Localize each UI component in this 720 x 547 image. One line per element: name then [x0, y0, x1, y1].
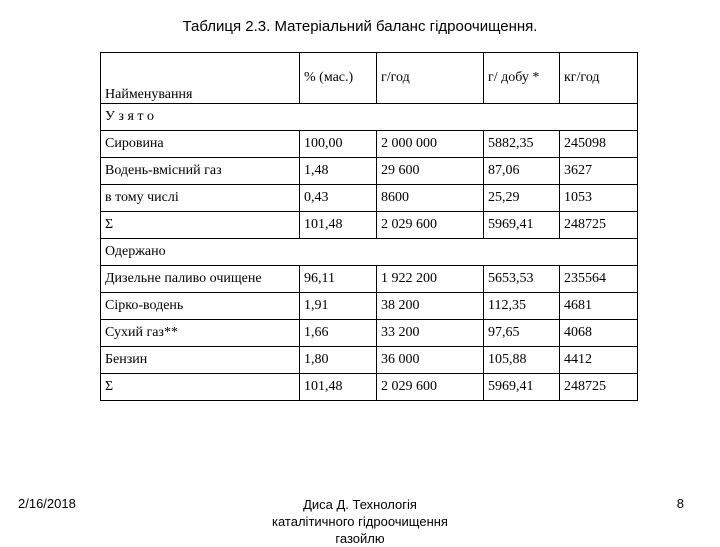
table-row: [101, 293, 638, 320]
cell-g-per-day: 5882,35: [484, 131, 560, 158]
cell-kg-per-hour: 3627: [560, 158, 638, 185]
row-name: в тому числі: [101, 185, 300, 212]
row-name: Сірко-водень: [101, 293, 300, 320]
section-input: [101, 104, 638, 131]
footer-author-line3: газойлю: [335, 531, 385, 546]
cell-mass-percent: 100,00: [300, 131, 377, 158]
section-output-label: Одержано: [101, 239, 638, 266]
cell-g-per-hour: 36 000: [377, 347, 484, 374]
cell-kg-per-hour: 248725: [560, 374, 638, 401]
cell-g-per-day: 5653,53: [484, 266, 560, 293]
table-row: [101, 212, 638, 239]
section-input-label: У з я т о: [101, 104, 638, 131]
footer-author-line1: Диса Д. Технологія: [303, 497, 417, 512]
cell-mass-percent: 0,43: [300, 185, 377, 212]
table-row: [101, 185, 638, 212]
cell-g-per-hour: 2 029 600: [377, 212, 484, 239]
cell-kg-per-hour: 1053: [560, 185, 638, 212]
cell-g-per-day: 5969,41: [484, 212, 560, 239]
table-row: [101, 158, 638, 185]
row-name: Σ: [101, 374, 300, 401]
cell-g-per-hour: 2 029 600: [377, 374, 484, 401]
row-name: Бензин: [101, 347, 300, 374]
cell-mass-percent: 1,91: [300, 293, 377, 320]
cell-kg-per-hour: 4068: [560, 320, 638, 347]
cell-g-per-day: 25,29: [484, 185, 560, 212]
table-row: [101, 320, 638, 347]
row-name: Дизельне паливо очищене: [101, 266, 300, 293]
footer-author: [250, 496, 470, 547]
cell-kg-per-hour: 235564: [560, 266, 638, 293]
table-row: [101, 266, 638, 293]
row-name: Сировина: [101, 131, 300, 158]
row-name: Σ: [101, 212, 300, 239]
header-name: Найменування: [101, 53, 300, 104]
header-mass-percent: % (мас.): [300, 53, 377, 104]
cell-mass-percent: 96,11: [300, 266, 377, 293]
table-row: [101, 374, 638, 401]
row-name: Сухий газ**: [101, 320, 300, 347]
cell-g-per-day: 112,35: [484, 293, 560, 320]
cell-mass-percent: 101,48: [300, 374, 377, 401]
cell-g-per-day: 87,06: [484, 158, 560, 185]
header-g-per-day: г/ добу *: [484, 53, 560, 104]
row-name: Водень-вмісний газ: [101, 158, 300, 185]
cell-g-per-day: 97,65: [484, 320, 560, 347]
cell-g-per-hour: 8600: [377, 185, 484, 212]
material-balance-table: [100, 52, 638, 401]
footer-date: 2/16/2018: [18, 496, 76, 511]
cell-kg-per-hour: 248725: [560, 212, 638, 239]
footer-page-number: 8: [676, 496, 684, 511]
table-row: [101, 131, 638, 158]
header-kg-per-hour: кг/год: [560, 53, 638, 104]
header-row: [101, 53, 638, 104]
cell-mass-percent: 1,66: [300, 320, 377, 347]
cell-kg-per-hour: 245098: [560, 131, 638, 158]
cell-mass-percent: 1,48: [300, 158, 377, 185]
cell-g-per-hour: 29 600: [377, 158, 484, 185]
table-title: Таблиця 2.3. Матеріальний баланс гідроочищення.: [182, 18, 538, 35]
cell-mass-percent: 1,80: [300, 347, 377, 374]
cell-g-per-hour: 38 200: [377, 293, 484, 320]
cell-g-per-hour: 33 200: [377, 320, 484, 347]
footer-author-line2: каталітичного гідроочищення: [272, 514, 448, 529]
cell-mass-percent: 101,48: [300, 212, 377, 239]
cell-kg-per-hour: 4681: [560, 293, 638, 320]
table-row: [101, 347, 638, 374]
header-g-per-hour: г/год: [377, 53, 484, 104]
cell-g-per-day: 5969,41: [484, 374, 560, 401]
cell-g-per-hour: 1 922 200: [377, 266, 484, 293]
cell-g-per-day: 105,88: [484, 347, 560, 374]
cell-g-per-hour: 2 000 000: [377, 131, 484, 158]
section-output: [101, 239, 638, 266]
cell-kg-per-hour: 4412: [560, 347, 638, 374]
